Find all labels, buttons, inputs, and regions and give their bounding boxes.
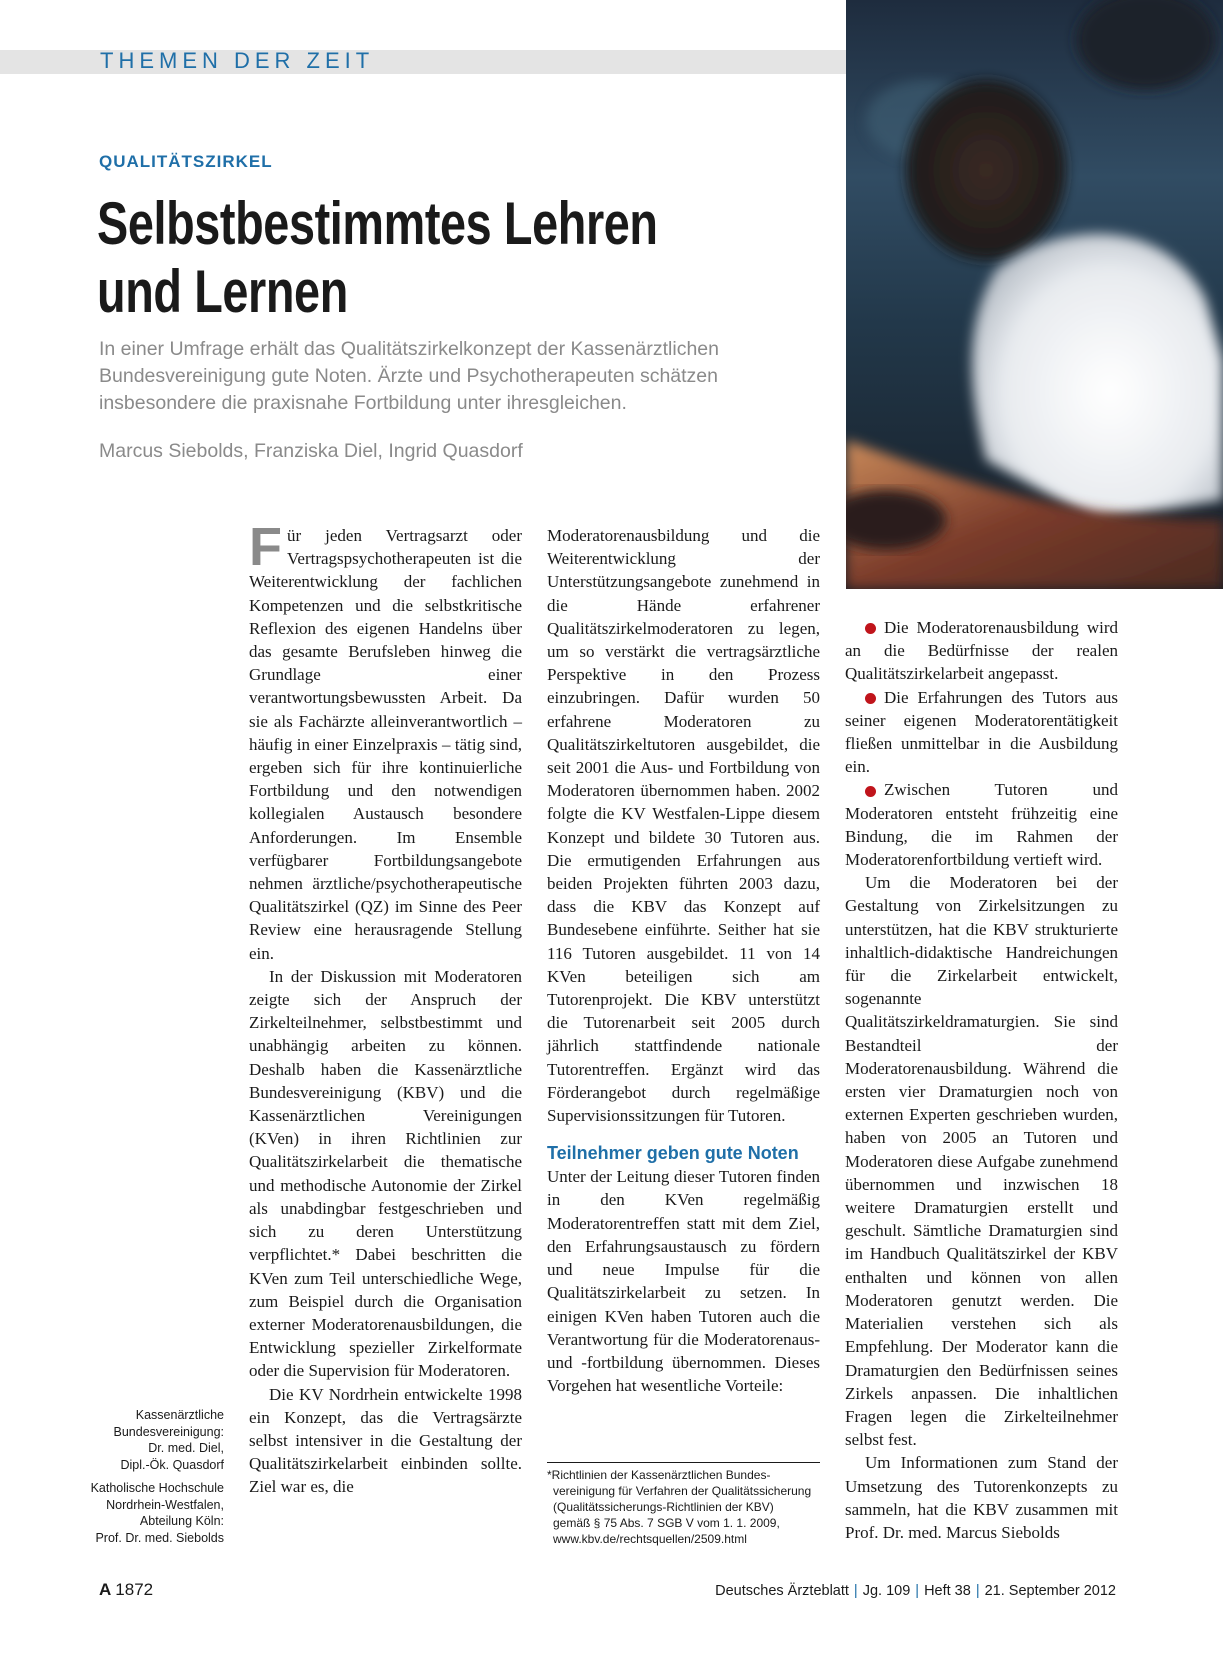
bullet-text: Zwischen Tutoren und Moderatoren entsteht frühzeitig eine Bindung, die im Rahmen der Moderatorenfortbildung vertieft wird. [845, 780, 1118, 870]
journal-name: Deutsches Ärzteblatt [715, 1583, 849, 1599]
affiliation-kbv [114, 1407, 225, 1473]
footnote-rule [547, 1462, 820, 1463]
bullet-dot-icon [865, 623, 876, 634]
paragraph: Um die Moderatoren bei der Gestaltung von Zirkelsitzungen zu unterstützen, hat die KBV strukturierte inhaltlich-didaktische Handreichungen für die Zirkelarbeit entwickelt, sogenannte Qualitätszirkeldramaturgien. Sie sind Bestandteil der Moderatorenausbildung. Während die ersten vier Dramaturgien noch von externen Experten geschrieben wurden, haben von 2005 an Tutoren und Moderatoren diese Aufgabe zunehmend übernommen und inzwischen 18 weitere Dramaturgien erstellt und geschult. Sämtliche Dramaturgien sind im Handbuch Qualitätszirkel der KBV enthalten und können von allen Moderatoren genutzt werden. Die Materialien verstehen sich als Empfehlung. Der Moderator kann die Dramaturgien den Bedürfnissen seines Zirkels anpassen. Die inhaltlichen Fragen legen die Zirkelteilnehmer selbst fest. [845, 873, 1118, 1450]
journal-date: 21. September 2012 [984, 1583, 1116, 1599]
section-heading: Teilnehmer geben gute Noten [547, 1143, 799, 1164]
affiliation-line: Dr. med. Diel, [148, 1441, 224, 1455]
bullet-item [845, 616, 1118, 686]
footnote-line: gemäß § 75 Abs. 7 SGB V vom 1. 1. 2009, [553, 1516, 780, 1530]
paragraph-text: ür jeden Vertragsarzt oder Vertragspsychotherapeuten ist die Weiterentwicklung der fachlichen Kompetenzen und die selbstkritische Reflexion des eigenen Handelns über das gesamte Berufsleben hinweg die Grundlage einer verantwortungsbewussten Arbeit. Da sie als Fachärzte alleinverantwortlich – häufig in einer Einzelpraxis – tätig sind, ergeben sich für ihre kontinuierliche Fortbildung und den notwendigen kollegialen Austausch besondere Anforderungen. Im Ensemble verfügbarer Fortbildungsangebote nehmen ärztliche/psychotherapeutische Qualitätszirkel (QZ) im Sinne des Peer Review eine herausragende Stellung ein. [249, 526, 522, 963]
affiliation-line: Katholische Hochschule [90, 1481, 224, 1495]
photo-illustration [846, 0, 1223, 589]
bullet-item [845, 686, 1118, 779]
footnote-line: (Qualitätssicherungs-Richtlinien der KBV) [553, 1500, 774, 1514]
affiliation-line: Bundesvereinigung: [113, 1424, 224, 1439]
journal-footer [715, 1583, 1116, 1599]
bullet-dot-icon [865, 786, 876, 797]
section-label: THEMEN DER ZEIT [100, 48, 375, 73]
paragraph: Um Informationen zum Stand der Umsetzung des Tutorenkonzepts zu sammeln, hat die KBV zusammen mit Prof. Dr. med. Marcus Siebolds [845, 1453, 1118, 1542]
affiliation-line: Prof. Dr. med. Siebolds [95, 1530, 224, 1545]
footer-separator: | [853, 1583, 858, 1599]
drop-cap: F [249, 517, 282, 577]
title-line-1: Selbstbestimmtes Lehren [97, 190, 658, 257]
paragraph: Die KV Nordrhein entwickelte 1998 ein Konzept, das die Vertragsärzte selbst intensiver in die Gestaltung der Qualitätszirkelarbeit einbinden sollte. Ziel war es, die [249, 1384, 522, 1497]
body-column-2 [547, 524, 820, 1397]
bullet-dot-icon [865, 693, 876, 704]
affiliation-line: Kassenärztliche [135, 1408, 224, 1422]
page-prefix: A [99, 1580, 112, 1599]
bullet-text: Die Moderatorenausbildung wird an die Bedürfnisse der realen Qualitätszirkelarbeit angepasst. [845, 618, 1118, 684]
paragraph: Moderatorenausbildung und die Weiterentwicklung der Unterstützungsangebote zunehmend in die Hände erfahrener Qualitätszirkelmoderatoren zu legen, um so verstärkt die vertragsärztliche Perspektive in den Prozess einzubringen. Dafür wurden 50 erfahrene Moderatoren zu Qualitätszirkeltutoren ausgebildet, die seit 2001 die Aus- und Fortbildung von Moderatoren übernommen haben. 2002 folgte die KV Westfalen-Lippe diesem Konzept und bildete 30 Tutoren aus. Die ermutigenden Erfahrungen aus beiden Projekten führten 2003 dazu, dass die KBV das Konzept auf Bundesebene einführte. Seither hat sie 116 Tutoren ausgebildet. 11 von 14 KVen beteiligen sich am Tutorenprojekt. Die KBV unterstützt die Tutorenarbeit seit 2005 durch jährlich stattfindende nationale Tutorentreffen. Ergänzt wird das Förderangebot durch regelmäßige Supervisionssitzungen für Tutoren. [547, 526, 820, 1126]
bullet-item [845, 778, 1118, 871]
body-column-1 [249, 517, 522, 1499]
affiliation-katho [91, 1480, 224, 1546]
article-kicker: QUALITÄTSZIRKEL [99, 152, 273, 171]
page-number-value: 1872 [115, 1580, 154, 1599]
article-title [97, 190, 666, 326]
paragraph [249, 517, 522, 965]
footnote-link[interactable]: www.kbv.de/rechtsquellen/2509.html [553, 1532, 747, 1546]
affiliation-line: Dipl.-Ök. Quasdorf [120, 1457, 224, 1472]
body-column-3 [845, 616, 1118, 1544]
article-photo [846, 0, 1223, 589]
journal-issue: Heft 38 [924, 1583, 971, 1599]
affiliation-line: Nordrhein-Westfalen, [106, 1497, 224, 1512]
title-line-2: und Lernen [97, 258, 348, 325]
page-number [99, 1580, 153, 1600]
footnote-line: vereinigung für Verfahren der Qualitätssicherung [553, 1484, 812, 1498]
footnote-line: *Richtlinien der Kassenärztlichen Bundes- [547, 1468, 771, 1482]
journal-volume: Jg. 109 [862, 1583, 911, 1599]
article-lead: In einer Umfrage erhält das Qualitätszirkelkonzept der Kassenärztlichen Bundesvereinigung gute Noten. Ärzte und Psychotherapeuten schätzen insbesondere die praxisnahe Fortbildung unter ihresgleichen. [99, 338, 719, 414]
footer-separator: | [915, 1583, 920, 1599]
paragraph: Unter der Leitung dieser Tutoren finden in den KVen regelmäßig Moderatorentreffen statt mit dem Ziel, den Erfahrungsaustausch zu fördern und neue Impulse für die Qualitätszirkelarbeit zu setzen. In einigen KVen haben Tutoren auch die Verantwortung für die Moderatorenaus- und -fortbildung übernommen. Dieses Vorgehen hat wesentliche Vorteile: [547, 1167, 820, 1396]
paragraph: In der Diskussion mit Moderatoren zeigte sich der Anspruch der Zirkelteilnehmer, selbstbestimmt und unabhängig arbeiten zu können. Deshalb haben die Kassenärztliche Bundesvereinigung (KBV) und die Kassenärztlichen Vereinigungen (KVen) in ihren Richtlinien zur Qualitätszirkelarbeit die thematische und methodische Autonomie der Zirkel als unabdingbar festgeschrieben und sich zu deren Unterstützung verpflichtet.* Dabei beschritten die KVen zum Teil unterschiedliche Wege, zum Beispiel durch die Organisation externer Moderatorenausbildungen, die Entwicklung spezieller Zirkelformate oder die Supervision für Moderatoren. [249, 966, 522, 1381]
footer-separator: | [975, 1583, 980, 1599]
affiliation-line: Abteilung Köln: [139, 1514, 224, 1528]
footnote [547, 1467, 820, 1547]
article-authors: Marcus Siebolds, Franziska Diel, Ingrid Quasdorf [99, 440, 523, 462]
bullet-text: Die Erfahrungen des Tutors aus seiner eigenen Moderatorentätigkeit fließen unmittelbar in die Ausbildung ein. [845, 687, 1118, 777]
